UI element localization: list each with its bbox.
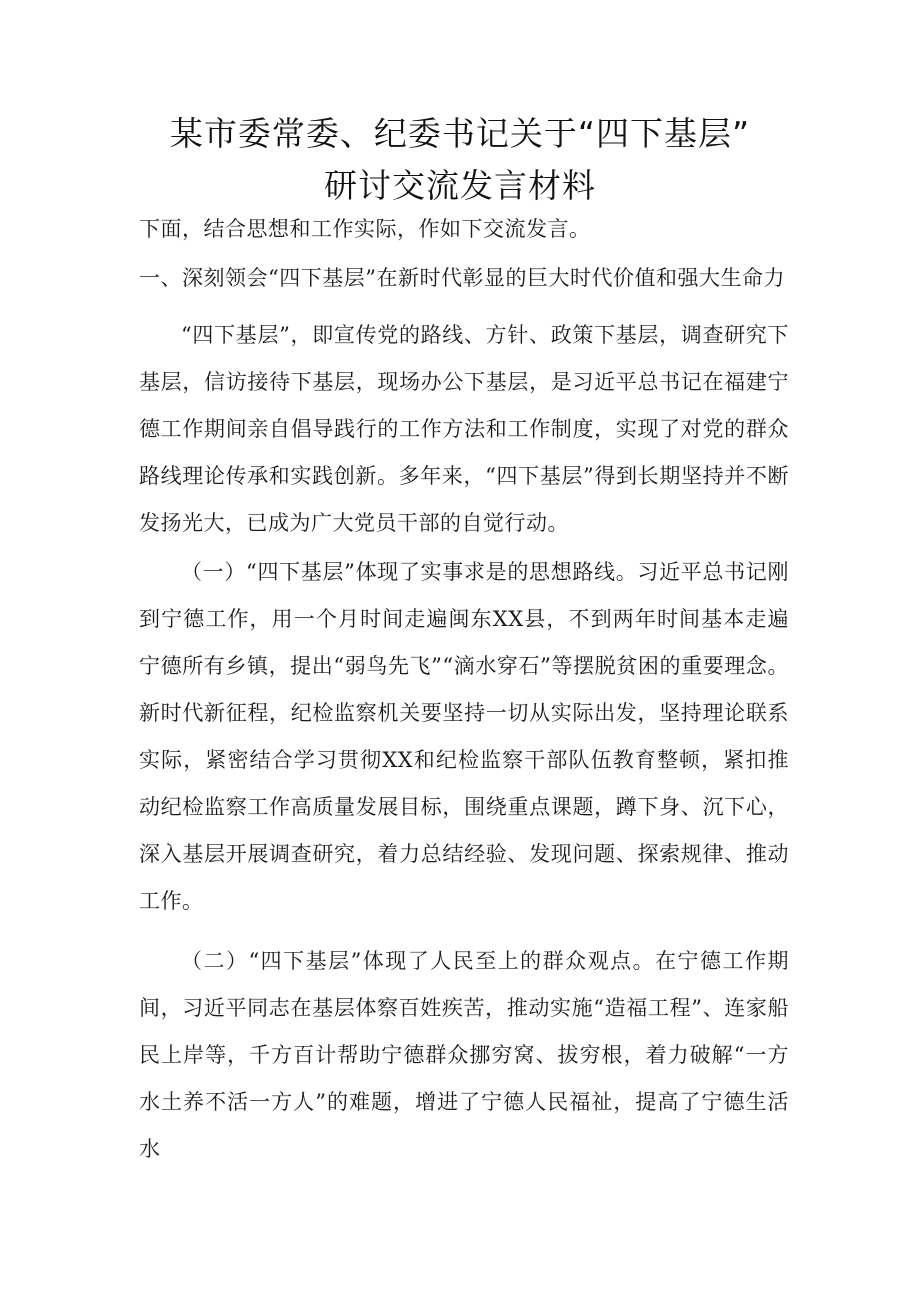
intro-paragraph: 下面，结合思想和工作实际，作如下交流发言。 [139,217,591,241]
document-title-line-2: 研讨交流发言材料 [324,166,596,205]
document-title-line-1: 某市委常委、纪委书记关于“四下基层” [169,114,751,153]
body-paragraph: （一）“四下基层”体现了实事求是的思想路线。习近平总书记刚到宁德工作，用一个月时间走遍闽东XX县，不到两年时间基本走遍宁德所有乡镇，提出“弱鸟先飞”“滴水穿石”等摆脱贫困的重要理念。新时代新征程，纪检监察机关要坚持一切从实际出发，坚持理论联系实际，紧密结合学习贯彻XX和纪检监察干部队伍教育整顿，紧扣推动纪检监察工作高质量发展目标，围绕重点课题，蹲下身、沉下心，深入基层开展调查研究，着力总结经验、发现问题、探索规律、推动工作。 [139,560,789,913]
body-paragraph: “四下基层”，即宣传党的路线、方针、政策下基层，调查研究下基层，信访接待下基层，现场办公下基层，是习近平总书记在福建宁德工作期间亲自倡导践行的工作方法和工作制度，实现了对党的群众路线理论传承和实践创新。多年来，“四下基层”得到长期坚持并不断发扬光大，已成为广大党员干部的自觉行动。 [139,323,789,535]
document-body [139,206,789,1173]
body-paragraph: （二）“四下基层”体现了人民至上的群众观点。在宁德工作期间，习近平同志在基层体察百姓疾苦，推动实施“造福工程”、连家船民上岸等，千方百计帮助宁德群众挪穷窝、拔穷根，着力破解“一方水土养不活一方人”的难题，增进了宁德人民福祉，提高了宁德生活水 [139,949,789,1161]
section-heading-1: 一、深刻领会“四下基层”在新时代彰显的巨大时代价值和强大生命力 [139,266,785,290]
